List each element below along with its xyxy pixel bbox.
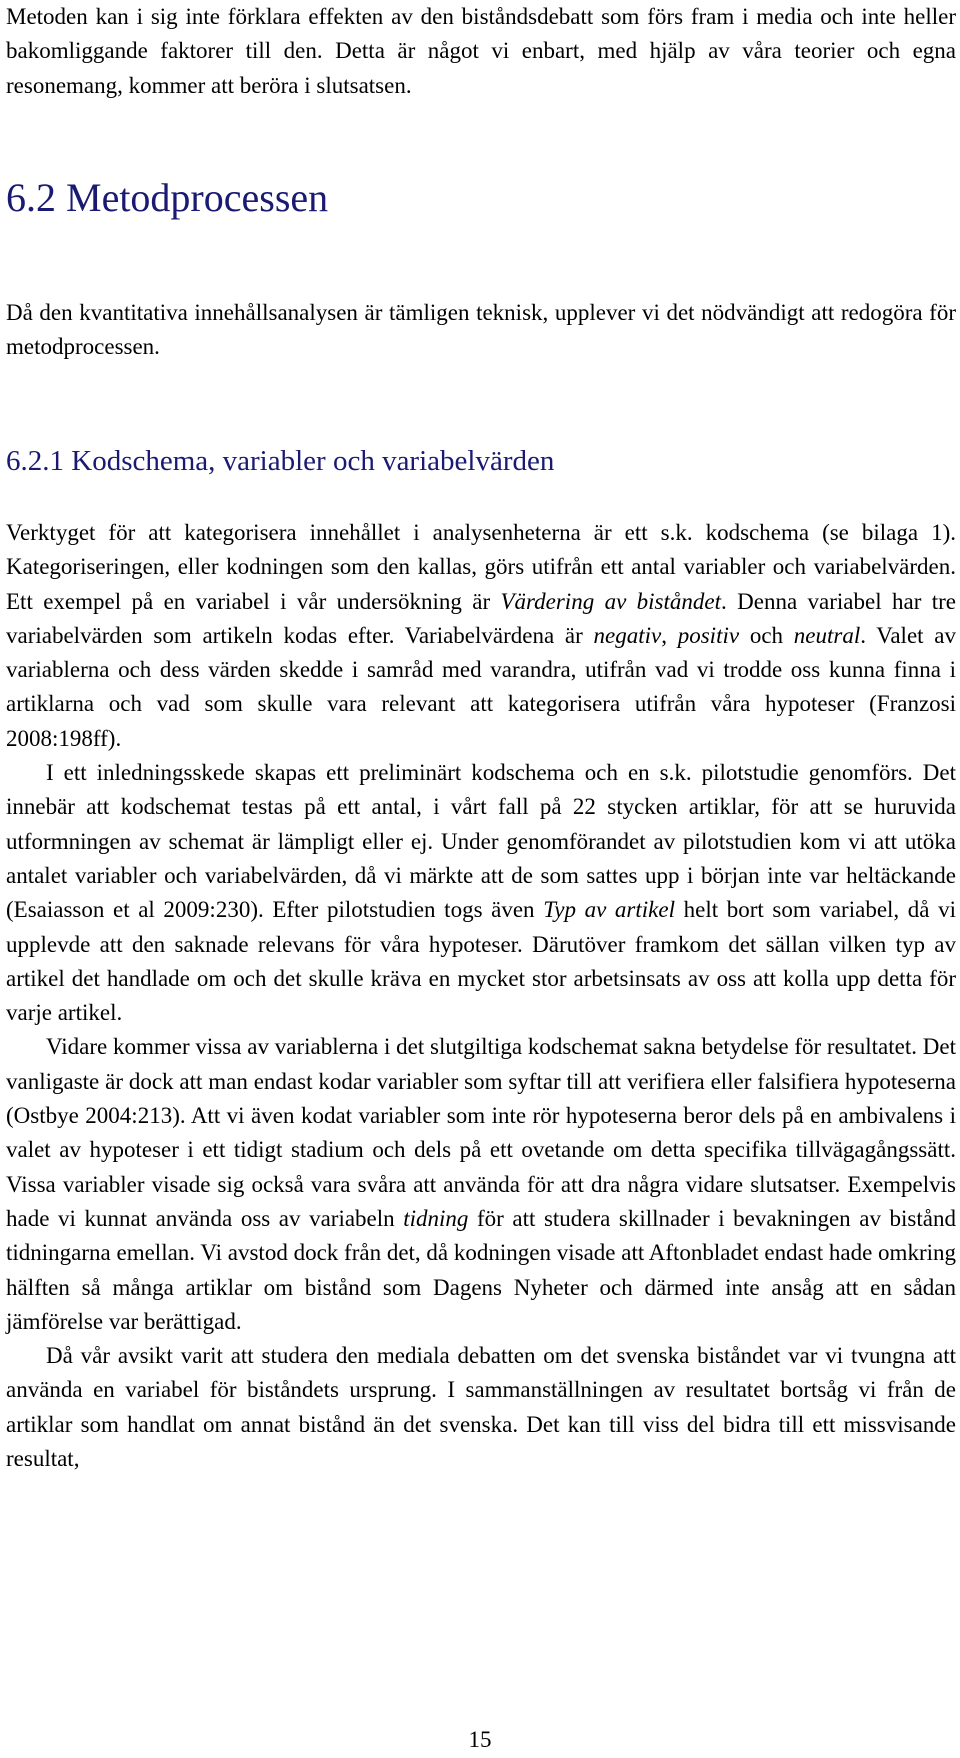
paragraph-4: Då vår avsikt varit att studera den mediala debatten om det svenska biståndet var vi tvungna att använda en variabel för biståndets ursprung. I sammanställningen av resultatet bortsåg vi från de artiklar som handlat om annat bistånd än det svenska. Det kan till viss del bidra till ett missvisande resultat, bbox=[6, 1343, 956, 1472]
paragraph-2 bbox=[6, 756, 956, 1030]
p1-text-c: , bbox=[661, 622, 678, 648]
p1-emphasis-3: positiv bbox=[677, 622, 740, 648]
p1-emphasis-1: Värdering av biståndet bbox=[500, 588, 721, 614]
p1-emphasis-4: neutral bbox=[793, 622, 861, 648]
intro-paragraph: Metoden kan i sig inte förklara effekten av den biståndsdebatt som förs fram i media och inte heller bakomliggande faktorer till den. Detta är något vi enbart, med hjälp av våra teorier och egna resonemang, kommer att beröra i slutsatsen. bbox=[6, 4, 956, 98]
p2-text-a: I ett inledningsskede skapas ett preliminärt kodschema och en s.k. pilotstudie genomförs. Det innebär att kodschemat testas på ett antal, i vårt fall på 22 stycken artiklar, för att se huruvida utformningen av schemat är lämpligt eller ej. Under genomförandet av pilotstudien kom vi att utöka antalet variabler och variabelvärden, då vi märkte att de som sattes upp i början inte var heltäckande (Esaiasson et al 2009:230). Efter pilotstudien togs även bbox=[6, 760, 956, 923]
p3-emphasis-1: tidning bbox=[403, 1205, 469, 1231]
subsection-body bbox=[6, 516, 956, 1476]
intro-block bbox=[6, 0, 956, 103]
section-heading: 6.2 Metodprocessen bbox=[6, 175, 329, 220]
p1-text-e: . Valet av variablerna och dess värden skedde i samråd med varandra, utifrån vad vi trodde oss kunna finna i artiklarna och vad som skulle vara relevant att kategorisera utifrån våra hypoteser (Franzosi 2008:198ff). bbox=[6, 622, 956, 751]
p3-text-a: Vidare kommer vissa av variablerna i det slutgiltiga kodschemat sakna betydelse för resultatet. Det vanligaste är dock att man endast kodar variabler som syftar till att verifiera eller falsifiera hypoteserna (Ostbye 2004:213). Att vi även kodat variabler som inte rör hypoteserna beror dels på en ambivalens i valet av hypoteser i ett tidigt stadium och dels på ett ovetande om detta specifika tillvägagångssätt. Vissa variabler visade sig också vara svåra att använda för att dra några vidare slutsatser. Exempelvis hade vi kunnat använda oss av variabeln bbox=[6, 1034, 956, 1231]
page-number: 15 bbox=[468, 1727, 492, 1752]
p1-text-b: . Denna variabel har tre variabelvärden som artikeln kodas efter. Variabelvärdena är bbox=[6, 588, 956, 648]
p1-emphasis-2: negativ bbox=[593, 622, 662, 648]
section-block bbox=[6, 296, 956, 365]
section-paragraph: Då den kvantitativa innehållsanalysen är tämligen teknisk, upplever vi det nödvändigt att redogöra för metodprocessen. bbox=[6, 300, 956, 360]
p3-text-b: för att studera skillnader i bevakningen av bistånd tidningarna emellan. Vi avstod dock från det, då kodningen visade att Aftonbladet endast hade omkring hälften så många artiklar om bistånd som Dagens Nyheter och därmed inte ansåg att en sådan jämförelse var berättigad. bbox=[6, 1205, 956, 1334]
subsection-heading: 6.2.1 Kodschema, variabler och variabelvärden bbox=[6, 445, 555, 477]
p2-emphasis-1: Typ av artikel bbox=[543, 897, 675, 923]
p1-text-a: Verktyget för att kategorisera innehållet i analysenheterna är ett s.k. kodschema (se bilaga 1). Kategoriseringen, eller kodningen som den kallas, görs utifrån ett antal variabler och variabelvärden. Ett exempel på en variabel i vår undersökning är bbox=[6, 520, 956, 614]
paragraph-3 bbox=[6, 1030, 956, 1339]
p2-text-b: helt bort som variabel, då vi upplevde att den saknade relevans för våra hypoteser. Därutöver framkom det sällan vilken typ av artikel det handlade om och det skulle kräva en mycket stor arbetsinsats av oss att kolla upp detta för varje artikel. bbox=[6, 897, 957, 1026]
paragraph-1 bbox=[6, 516, 956, 756]
p1-text-d: och bbox=[739, 622, 794, 648]
